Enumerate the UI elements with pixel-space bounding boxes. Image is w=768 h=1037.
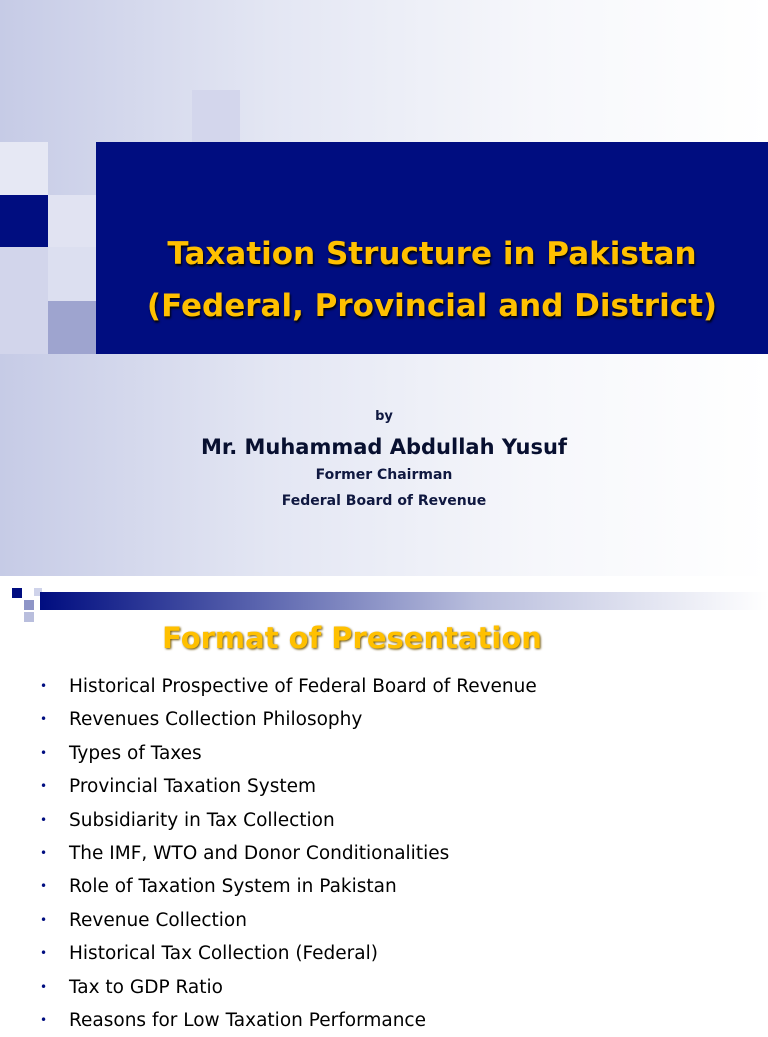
bullet-icon: • <box>40 679 48 693</box>
title-line-2: (Federal, Provincial and District) <box>146 288 718 324</box>
agenda-item-label: Revenues Collection Philosophy <box>69 709 363 731</box>
agenda-item <box>36 904 756 937</box>
agenda-item <box>36 870 756 903</box>
bullet-icon: • <box>40 1013 48 1028</box>
decor-square <box>0 247 48 354</box>
bullet-icon: • <box>40 912 48 927</box>
agenda-item-label: Subsidiarity in Tax Collection <box>69 809 335 831</box>
bullet-icon: • <box>40 779 48 794</box>
author-name: Mr. Muhammad Abdullah Yusuf <box>200 435 568 459</box>
agenda-item-label: Role of Taxation System in Pakistan <box>69 876 397 898</box>
agenda-item-label: Reasons for Low Taxation Performance <box>69 1010 426 1032</box>
decor-square <box>48 195 96 247</box>
agenda-item-label: Tax to GDP Ratio <box>69 976 223 998</box>
section-title: Format of Presentation <box>162 621 542 655</box>
presentation-title <box>96 228 768 332</box>
agenda-item <box>36 837 756 870</box>
title-line-1: Taxation Structure in Pakistan <box>167 236 697 272</box>
agenda-item <box>36 1004 756 1037</box>
bullet-icon: • <box>40 846 48 861</box>
bullet-icon: • <box>40 879 48 894</box>
title-band-left-block <box>0 195 48 247</box>
bullet-icon: • <box>40 946 48 961</box>
agenda-item <box>36 770 756 803</box>
decor-square <box>0 142 48 195</box>
bullet-icon: • <box>40 712 48 727</box>
decor-square <box>48 301 96 354</box>
header-gradient-bar <box>40 592 768 610</box>
agenda-item-label: Historical Tax Collection (Federal) <box>69 943 378 965</box>
agenda-item <box>36 737 756 770</box>
agenda-list <box>36 670 756 1037</box>
agenda-item-label: The IMF, WTO and Donor Conditionalities <box>69 843 450 865</box>
agenda-item <box>36 971 756 1004</box>
agenda-item <box>36 804 756 837</box>
author-role: Former Chairman <box>315 467 453 483</box>
decor-square <box>48 247 96 301</box>
agenda-item-label: Types of Taxes <box>69 742 202 764</box>
agenda-item <box>36 670 756 703</box>
decor-mini-square <box>24 600 34 610</box>
agenda-item-label: Historical Prospective of Federal Board of Revenue <box>69 676 537 697</box>
bullet-icon: • <box>40 745 48 760</box>
agenda-item <box>36 703 756 736</box>
bullet-icon: • <box>40 979 48 994</box>
agenda-item <box>36 937 756 970</box>
agenda-item-label: Revenue Collection <box>69 909 247 931</box>
decor-mini-square <box>12 588 22 598</box>
byline <box>0 408 768 514</box>
by-label: by <box>375 409 393 424</box>
bullet-icon: • <box>40 812 48 827</box>
author-organization: Federal Board of Revenue <box>281 493 487 509</box>
agenda-item-label: Provincial Taxation System <box>69 776 316 798</box>
decor-square <box>192 90 240 142</box>
